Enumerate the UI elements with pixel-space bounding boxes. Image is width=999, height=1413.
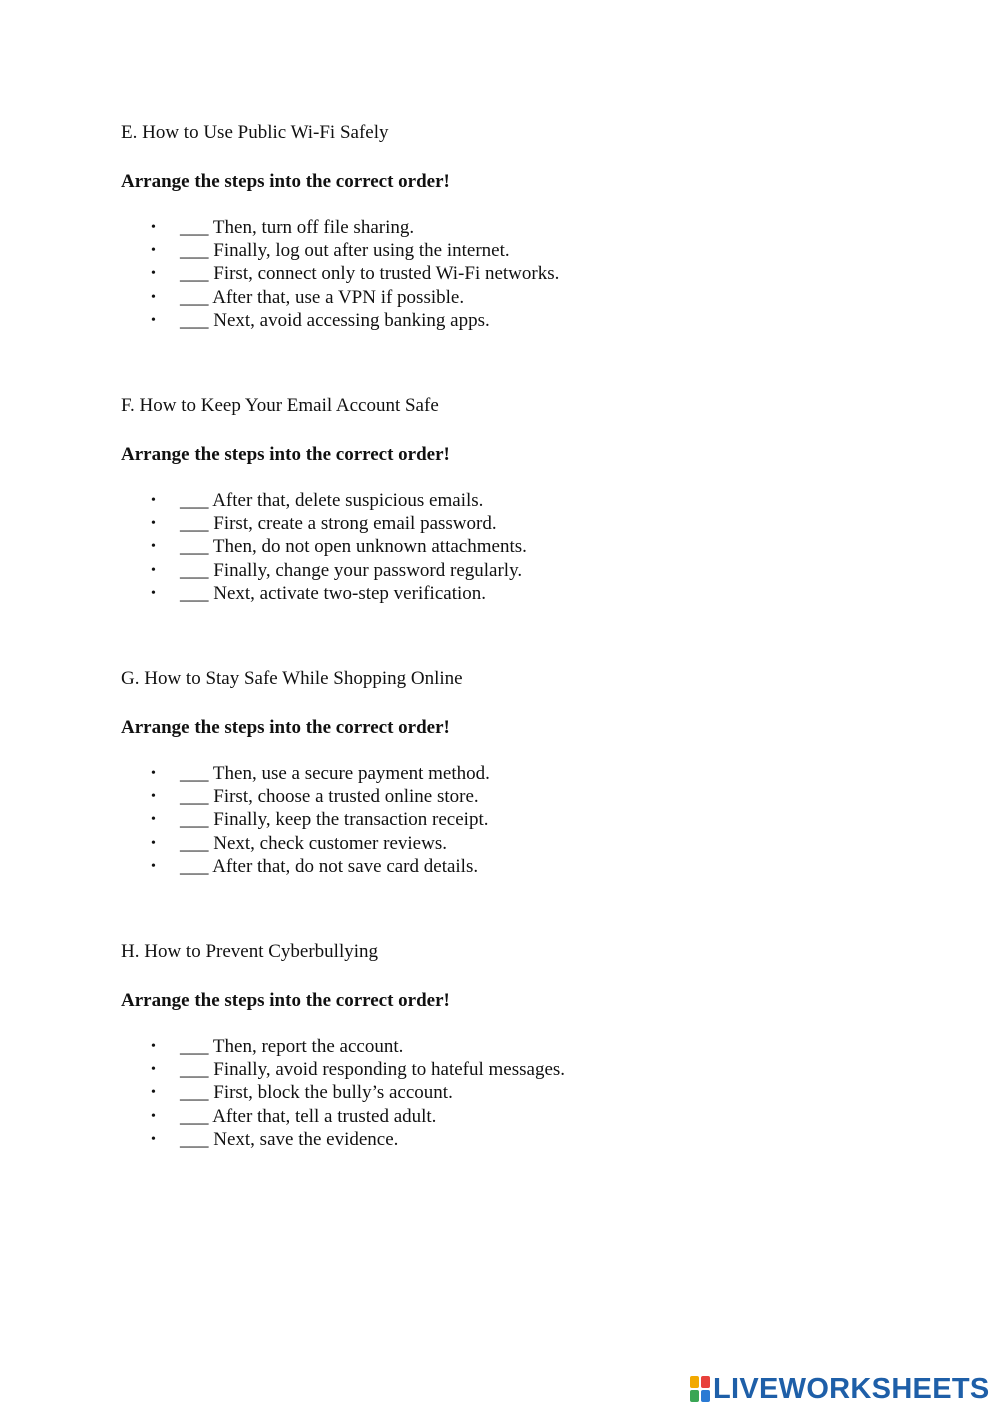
step-item — [121, 1105, 881, 1128]
logo-tile — [701, 1390, 710, 1402]
bullet-icon: • — [151, 266, 156, 282]
step-text: ___ After that, use a VPN if possible. — [180, 286, 465, 308]
step-item — [121, 1058, 881, 1081]
step-item — [121, 1128, 881, 1151]
section-instruction: Arrange the steps into the correct order! — [121, 990, 450, 1011]
bullet-icon: • — [151, 562, 156, 578]
section-instruction: Arrange the steps into the correct order! — [121, 444, 450, 465]
step-text: ___ Then, use a secure payment method. — [180, 763, 490, 784]
step-text: ___ After that, tell a trusted adult. — [180, 1105, 437, 1127]
section-title: F. How to Keep Your Email Account Safe — [121, 395, 439, 416]
bullet-icon: • — [151, 1039, 156, 1054]
step-text: ___ Finally, log out after using the internet. — [180, 240, 510, 262]
step-text: ___ First, block the bully’s account. — [180, 1082, 453, 1104]
step-item — [121, 832, 881, 855]
logo-tile — [690, 1390, 699, 1402]
bullet-icon: • — [151, 835, 156, 851]
step-text: ___ Then, turn off file sharing. — [180, 217, 415, 238]
section-title: G. How to Stay Safe While Shopping Online — [121, 668, 463, 689]
step-item — [121, 1035, 881, 1058]
step-text: ___ First, create a strong email password. — [180, 513, 497, 535]
section-g — [121, 667, 881, 878]
step-text: ___ Then, do not open unknown attachments. — [180, 536, 527, 558]
step-item — [121, 855, 881, 878]
step-item — [121, 582, 881, 605]
step-text: ___ After that, delete suspicious emails. — [180, 490, 484, 511]
bullet-icon: • — [151, 243, 156, 259]
bullet-icon: • — [151, 1085, 156, 1101]
step-list — [121, 216, 881, 332]
logo-mark-icon — [690, 1376, 710, 1402]
step-item — [121, 808, 881, 831]
step-item — [121, 512, 881, 535]
bullet-icon: • — [151, 493, 156, 508]
bullet-icon: • — [151, 220, 156, 235]
step-item — [121, 1081, 881, 1104]
step-text: ___ Finally, keep the transaction receipt. — [180, 809, 489, 831]
logo-tile — [690, 1376, 699, 1388]
step-text: ___ After that, do not save card details. — [180, 855, 479, 877]
step-text: ___ First, choose a trusted online store. — [180, 786, 479, 808]
bullet-icon: • — [151, 1062, 156, 1078]
step-item — [121, 785, 881, 808]
step-list — [121, 1035, 881, 1151]
section-h — [121, 940, 881, 1151]
step-item — [121, 286, 881, 309]
step-list — [121, 489, 881, 605]
bullet-icon: • — [151, 289, 156, 305]
step-text: ___ Finally, avoid responding to hateful messages. — [180, 1059, 566, 1081]
bullet-icon: • — [151, 858, 156, 874]
step-item — [121, 559, 881, 582]
step-item — [121, 535, 881, 558]
step-item — [121, 489, 881, 512]
bullet-icon: • — [151, 789, 156, 805]
step-text: ___ First, connect only to trusted Wi-Fi networks. — [180, 263, 560, 285]
step-text: ___ Next, activate two-step verification. — [180, 582, 487, 604]
step-text: ___ Next, save the evidence. — [180, 1128, 399, 1150]
bullet-icon: • — [151, 812, 156, 828]
liveworksheets-logo — [690, 1373, 990, 1405]
section-title: H. How to Prevent Cyberbullying — [121, 941, 379, 962]
step-list — [121, 762, 881, 878]
bullet-icon: • — [151, 516, 156, 532]
section-title: E. How to Use Public Wi-Fi Safely — [121, 122, 389, 143]
section-instruction: Arrange the steps into the correct order! — [121, 171, 450, 192]
step-text: ___ Then, report the account. — [180, 1036, 404, 1057]
step-text: ___ Finally, change your password regularly. — [180, 559, 523, 581]
logo-tile — [701, 1376, 710, 1388]
step-item — [121, 239, 881, 262]
bullet-icon: • — [151, 1131, 156, 1147]
step-item — [121, 216, 881, 239]
bullet-icon: • — [151, 312, 156, 328]
step-item — [121, 762, 881, 785]
bullet-icon: • — [151, 585, 156, 601]
step-text: ___ Next, check customer reviews. — [180, 832, 447, 854]
bullet-icon: • — [151, 1108, 156, 1124]
bullet-icon: • — [151, 766, 156, 781]
section-e — [121, 121, 881, 332]
section-instruction: Arrange the steps into the correct order! — [121, 717, 450, 738]
logo-text: LIVEWORKSHEETS — [713, 1373, 990, 1405]
step-text: ___ Next, avoid accessing banking apps. — [180, 309, 490, 331]
section-f — [121, 394, 881, 605]
step-item — [121, 262, 881, 285]
step-item — [121, 309, 881, 332]
bullet-icon: • — [151, 539, 156, 555]
